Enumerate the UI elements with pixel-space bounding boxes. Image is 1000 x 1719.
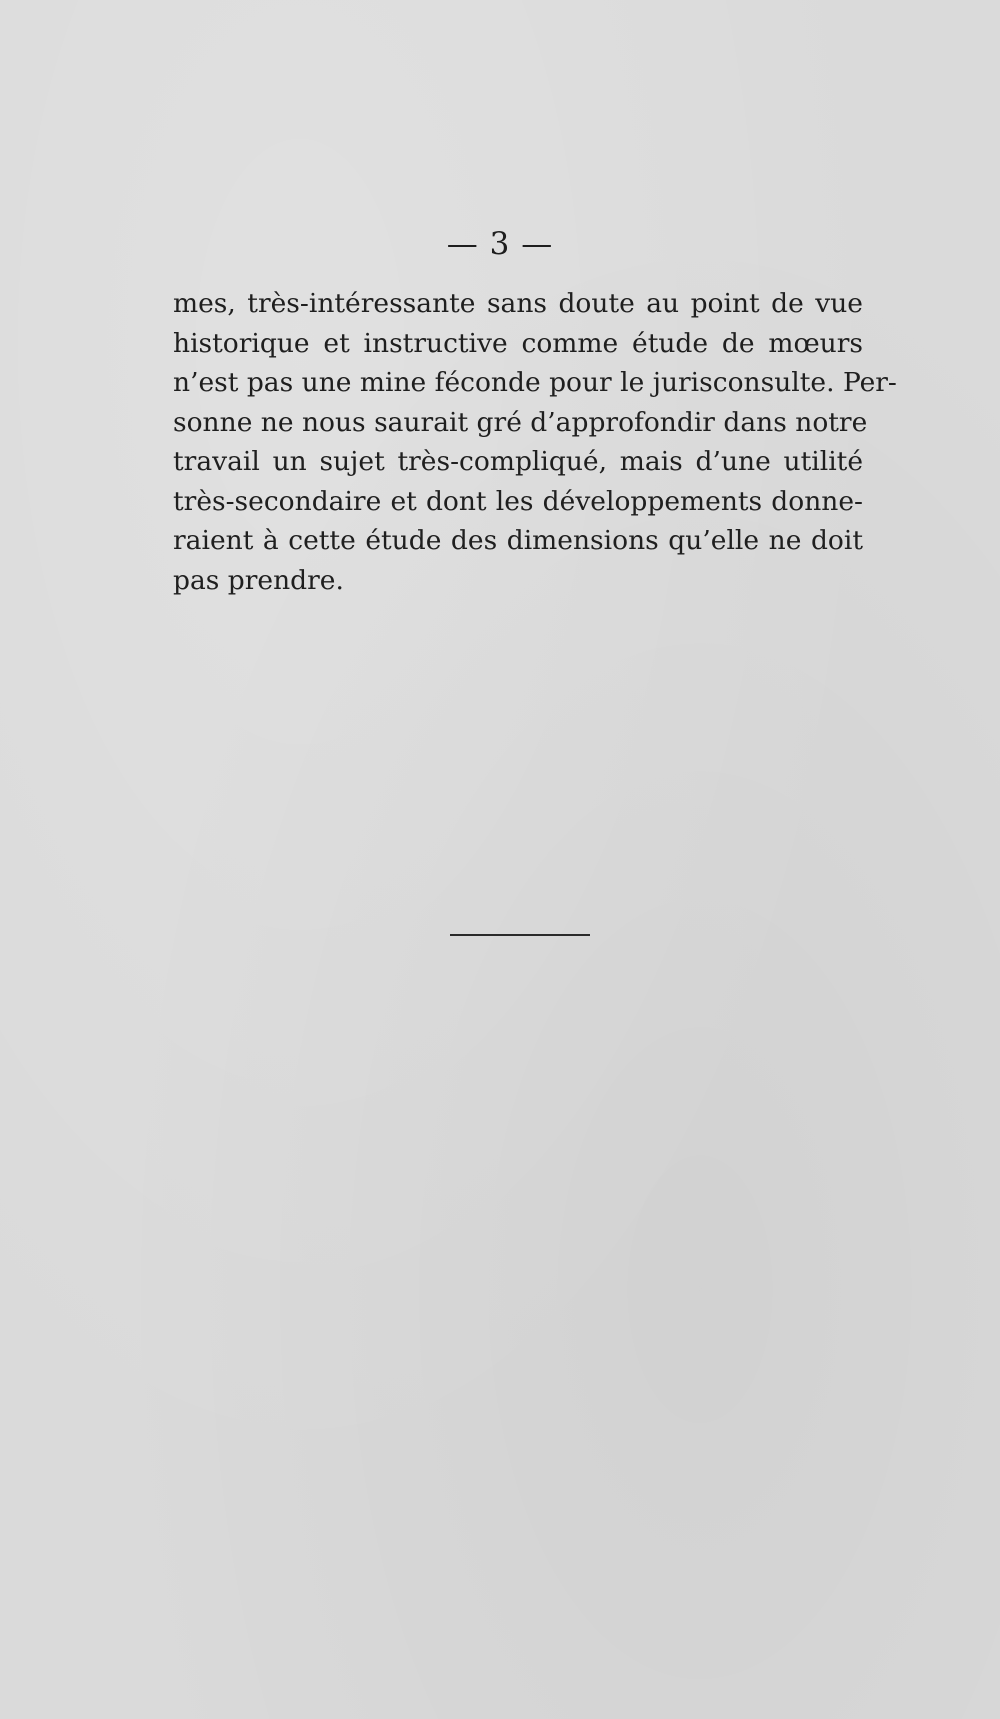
text-line: sonne ne nous saurait gré d’approfondir dans notre bbox=[173, 406, 868, 438]
text-line: n’est pas une mine féconde pour le jurisconsulte. Per- bbox=[173, 367, 897, 398]
body-paragraph bbox=[173, 284, 897, 600]
text-line: mes, très-intéressante sans doute au point de vue bbox=[173, 288, 863, 319]
section-end-rule bbox=[450, 934, 590, 936]
text-line: raient à cette étude des dimensions qu’elle ne doit bbox=[173, 525, 863, 556]
text-line: très-secondaire et dont les développements donne- bbox=[173, 485, 863, 517]
page-number: — 3 — bbox=[446, 226, 554, 262]
text-line: travail un sujet très-compliqué, mais d’une utilité bbox=[173, 446, 863, 477]
text-line: pas prendre. bbox=[173, 564, 344, 596]
text-line: historique et instructive comme étude de mœurs bbox=[173, 327, 863, 359]
